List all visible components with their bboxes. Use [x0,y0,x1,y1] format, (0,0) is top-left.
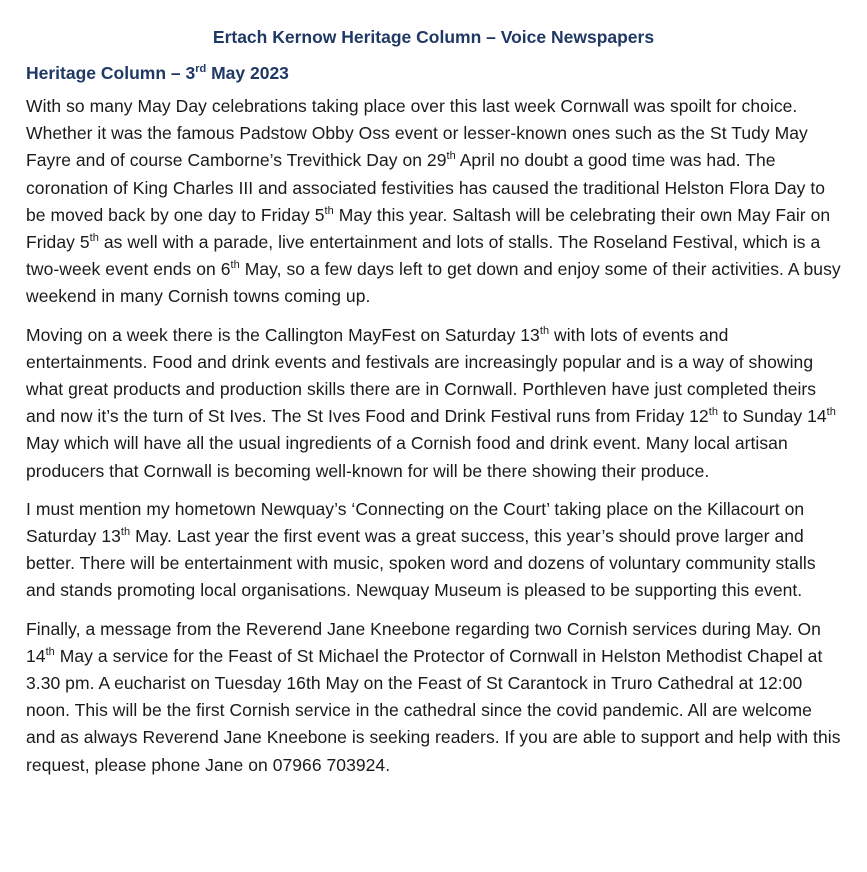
ordinal-superscript: th [324,204,334,217]
ordinal-superscript: th [230,259,240,272]
column-heading-text: Heritage Column – 3 [26,63,196,83]
column-heading [26,61,841,85]
paragraph-text-run: Moving on a week there is the Callington MayFest on Saturday 13 [26,324,540,345]
paragraph-text-run: May, so a few days left to get down and enjoy some of their activities. A busy weekend in many Cornish towns coming up. [26,259,841,307]
column-heading-superscript: rd [195,63,207,76]
ordinal-superscript: th [446,150,456,163]
ordinal-superscript: th [539,324,550,337]
paragraph-text-run: With so many May Day celebrations taking place over this last week Cornwall was spoilt for choice. Whether it was the famous Padstow Obby Oss event or lesser-known ones such as the St Tudy May Fayre and of course Camborne’s Trevithick Day on 29 [26,96,808,171]
paragraph-text-run: Finally, a message from the Reverend Jane Kneebone regarding two Cornish services during May. On 14 [26,618,821,666]
document-title: Ertach Kernow Heritage Column – Voice Newspapers [212,27,655,47]
paragraph-text-run: May. Last year the first event was a great success, this year’s should prove larger and better. There will be entertainment with music, spoken word and dozens of voluntary community stalls and stands promoting local organisations. Newquay Museum is pleased to be supporting this event. [26,526,816,601]
column-heading-date: May 2023 [206,63,289,83]
article-body [26,93,841,779]
paragraph-text-run: April no doubt a good time was had. The coronation of King Charles III and associated festivities has caused the traditional Helston Flora Day to be moved back by one day to Friday 5 [26,150,826,225]
article-paragraph [26,496,841,605]
ordinal-superscript: th [45,646,55,659]
paragraph-text-run: with lots of events and entertainments. Food and drink events and festivals are increasingly popular and is a way of showing what great products and production skills there are in Cornwall. Porthleven have just completed theirs and now it’s the turn of St Ives. The St Ives Food and Drink Festival runs from Friday 12 [26,324,817,427]
ordinal-superscript: th [120,526,131,539]
paragraph-text-run: May a service for the Feast of St Michael the Protector of Cornwall in Helston Methodist Chapel at 3.30 pm. A eucharist on Tuesday 16th May on the Feast of St Carantock in Truro Cathedral at 12:00 noon. This will be the first Cornish service in the cathedral since the covid pandemic. All are welcome and as always Reverend Jane Kneebone is seeking readers. If you are able to support and help with this request, please phone Jane on 07966 703924. [26,645,841,775]
paragraph-text-run: as well with a parade, live entertainment and lots of stalls. The Roseland Festival, which is a two-week event ends on 6 [26,232,821,280]
ordinal-superscript: th [89,232,99,245]
ordinal-superscript: th [826,406,836,419]
paragraph-text-run: I must mention my hometown Newquay’s ‘Connecting on the Court’ taking place on the Killacourt on Saturday 13 [26,498,805,547]
ordinal-superscript: th [708,406,719,419]
paragraph-text-run: May which will have all the usual ingredients of a Cornish food and drink event. Many local artisan producers that Cornwall is becoming well-known for will be there showing their produce. [26,433,788,481]
article-paragraph [26,93,841,311]
paragraph-text-run: May this year. Saltash will be celebrating their own May Fair on Friday 5 [26,204,831,253]
article-paragraph [26,322,841,485]
paragraph-text-run: to Sunday 14 [718,406,827,427]
article-paragraph [26,616,841,779]
